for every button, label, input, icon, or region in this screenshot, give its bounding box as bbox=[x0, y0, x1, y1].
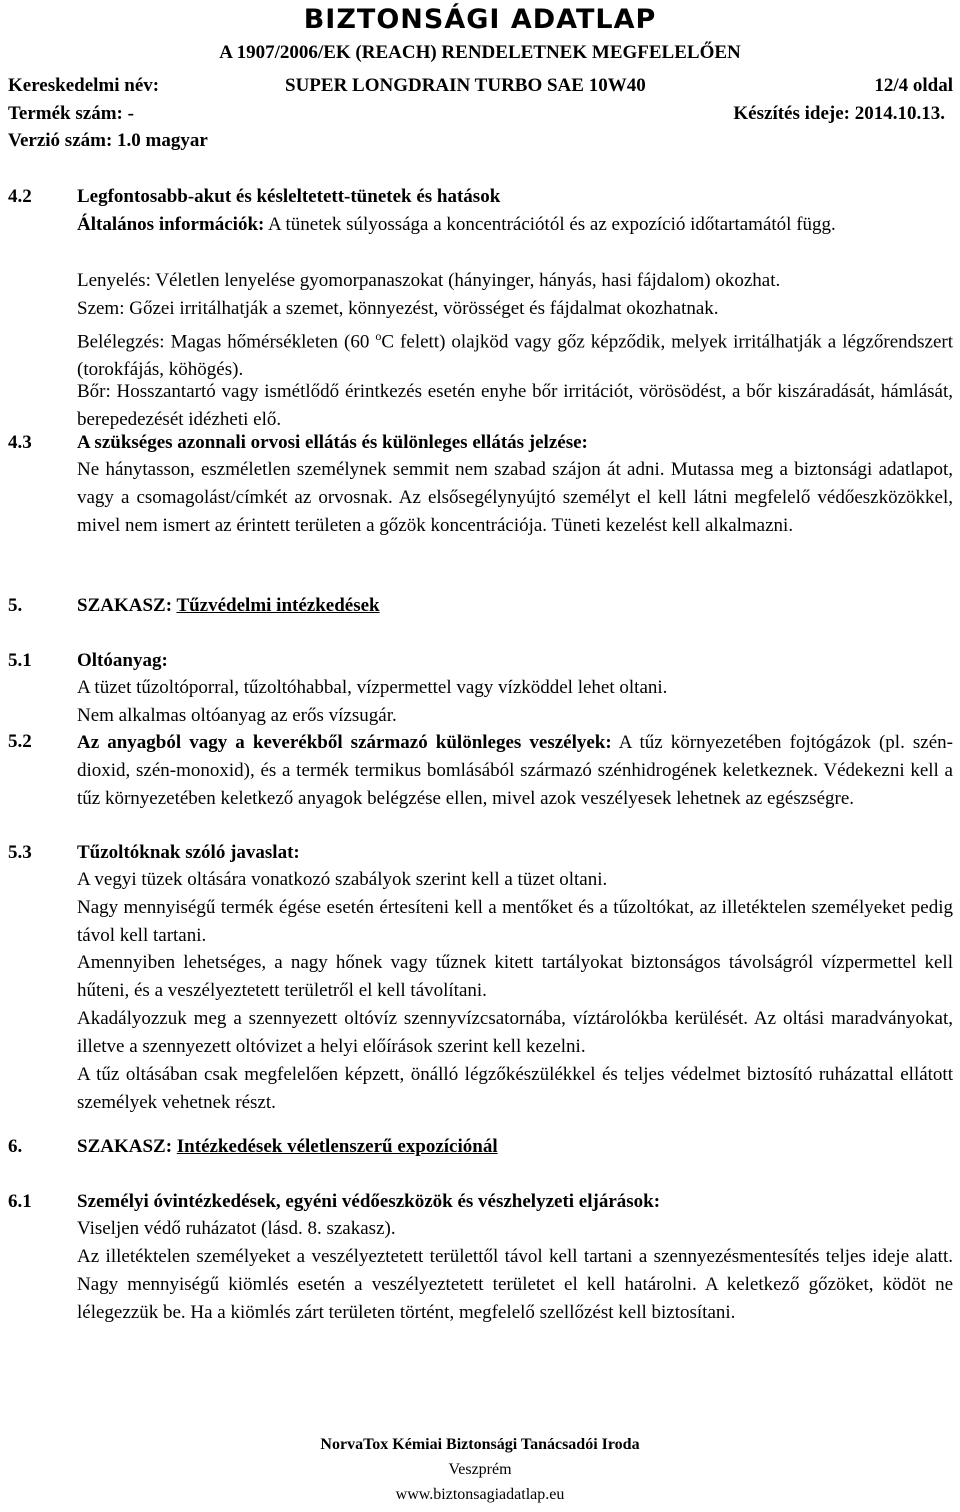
inhalation-text-b: C felett) olajköd vagy gőz képződik, melyek irritálhatják a légzőrendszert (torokfájás, köhögés). bbox=[77, 331, 953, 381]
section-number: 5.2 bbox=[8, 731, 32, 752]
section-heading: Legfontosabb-akut és késleltetett-tünetek és hatások bbox=[77, 186, 501, 207]
firefighter-advice-5: A tűz oltásában csak megfelelően képzett, önálló légzőkészülékkel és teljes védelmet biztosító ruházattal ellátott személyek vehetnek részt. bbox=[77, 1064, 953, 1113]
section-heading: Az anyagból vagy a keverékből származó különleges veszélyek: bbox=[77, 732, 612, 753]
special-hazards-paragraph bbox=[77, 729, 953, 812]
section-prefix: SZAKASZ: bbox=[77, 595, 177, 616]
firefighter-advice-1: A vegyi tüzek oltására vonatkozó szabályok szerint kell a tüzet oltani. bbox=[77, 869, 608, 890]
inhalation-paragraph bbox=[77, 323, 953, 384]
firefighter-advice-4: Akadályozzuk meg a szennyezett oltóvíz szennyvízcsatornába, víztárolókba kerülését. Az oltási maradványokat, illetve a szennyezett oltóvizet a helyi előírások szerint kell kezelni. bbox=[77, 1008, 953, 1057]
special-hazards-text: A tűz környezetében fojtógázok (pl. szén-dioxid, szén-monoxid), és a termék termikus bomlásából származó szénhidrogének keletkeznek. Védekezni kell a tűz környezetében keletkező anyagok belégzése ellen, mivel azok veszélyesek lehetnek az egészségre. bbox=[77, 732, 953, 809]
section-number: 4.3 bbox=[8, 432, 32, 453]
section-heading: Személyi óvintézkedések, egyéni védőeszközök és vészhelyzeti eljárások: bbox=[77, 1191, 661, 1212]
skin-text: Bőr: Hosszantartó vagy ismétlődő érintkezés esetén enyhe bőr irritációt, vörösödést, a bőr kiszáradását, hámlását, berepedezését idézheti elő. bbox=[77, 381, 953, 430]
inhalation-text-a: Belélegzés: Magas hőmérsékleten (60 bbox=[77, 331, 376, 353]
general-info-paragraph bbox=[77, 211, 953, 239]
general-info-text: A tünetek súlyossága a koncentrációtól és az expozíció időtartamától függ. bbox=[264, 214, 836, 235]
unsuitable-media-text: Nem alkalmas oltóanyag az erős vízsugár. bbox=[77, 705, 397, 726]
section-number: 4.2 bbox=[8, 186, 32, 207]
protective-clothing-text: Viseljen védő ruházatot (lásd. 8. szakasz). bbox=[77, 1218, 396, 1239]
section-title-underlined: Tűzvédelmi intézkedések bbox=[176, 595, 380, 616]
section-heading: A szükséges azonnali orvosi ellátás és különleges ellátás jelzése: bbox=[77, 432, 588, 453]
eye-text: Szem: Gőzei irritálhatják a szemet, könnyezést, vörösséget és fájdalmat okozhatnak. bbox=[77, 298, 719, 319]
creation-date: Készítés ideje: 2014.10.13. bbox=[733, 103, 945, 124]
version-number: Verzió szám: 1.0 magyar bbox=[8, 130, 208, 151]
footer-organization: NorvaTox Kémiai Biztonsági Tanácsadói Iroda bbox=[320, 1436, 640, 1453]
header-row-1 bbox=[8, 74, 953, 98]
section-heading: Tűzoltóknak szóló javaslat: bbox=[77, 842, 300, 863]
document-title: BIZTONSÁGI ADATLAP bbox=[303, 4, 657, 35]
medical-care-text: Ne hánytasson, eszméletlen személynek semmit nem szabad szájon át adni. Mutassa meg a biztonsági adatlapot, vagy a csomagolást/címkét az orvosnak. Az elsősegélynyújtó személyt el kell látni megfelelő védőeszközökkel, mivel nem ismert az érintett területen a gőzök koncentrációja. Tüneti kezelést kell alkalmazni. bbox=[77, 459, 953, 536]
personal-precautions-text: Az illetéktelen személyeket a veszélyeztetett területtől távol kell tartani a szennyezésmentesítés teljes ideje alatt. Nagy mennyiségű kiömlés esetén a veszélyeztetett területet el kell határolni. A keletkező gőzöket, ködöt ne lélegezzük be. Ha a kiömlés zárt területen történt, megfelelő szellőzést kell biztosítani. bbox=[77, 1246, 953, 1323]
trade-name-label: Kereskedelmi név: bbox=[8, 75, 160, 96]
section-heading: Oltóanyag: bbox=[77, 650, 168, 671]
section-title-underlined: Intézkedések véletlenszerű expozíciónál bbox=[176, 1136, 498, 1157]
header-row-2 bbox=[8, 102, 953, 126]
section-number: 6. bbox=[8, 1136, 23, 1157]
extinguishing-media-text: A tüzet tűzoltóporral, tűzoltóhabbal, vízpermettel vagy vízköddel lehet oltani. bbox=[77, 677, 668, 698]
section-number: 5.1 bbox=[8, 650, 32, 671]
firefighter-advice-2: Nagy mennyiségű termék égése esetén értesíteni kell a mentőket és a tűzoltókat, az illetéktelen személyeket pedig távol kell tartani. bbox=[77, 897, 953, 946]
header-row-3 bbox=[8, 129, 953, 153]
section-prefix: SZAKASZ: bbox=[77, 1136, 177, 1157]
firefighter-advice-3: Amennyiben lehetséges, a nagy hőnek vagy tűznek kitett tartályokat biztonságos távolságról vízpermettel kell hűteni, és a veszélyeztetett területről el kell távolítani. bbox=[77, 952, 953, 1001]
section-number: 5.3 bbox=[8, 842, 32, 863]
ingestion-text: Lenyelés: Véletlen lenyelése gyomorpanaszokat (hányinger, hányás, hasi fájdalom) okozhat. bbox=[77, 270, 781, 291]
footer-website: www.biztonsagiadatlap.eu bbox=[395, 1486, 565, 1503]
section-number: 5. bbox=[8, 595, 23, 616]
general-info-label: Általános információk: bbox=[77, 214, 265, 235]
section-number: 6.1 bbox=[8, 1191, 32, 1212]
section-title bbox=[77, 593, 380, 619]
degree-superscript: o bbox=[375, 329, 382, 343]
product-number: Termék szám: - bbox=[8, 103, 134, 124]
section-title bbox=[77, 1134, 498, 1160]
regulation-subtitle: A 1907/2006/EK (REACH) RENDELETNEK MEGFELELŐEN bbox=[219, 42, 741, 63]
footer-city: Veszprém bbox=[448, 1461, 512, 1478]
trade-name-value: SUPER LONGDRAIN TURBO SAE 10W40 bbox=[285, 75, 646, 96]
page-indicator: 12/4 oldal bbox=[874, 75, 953, 96]
